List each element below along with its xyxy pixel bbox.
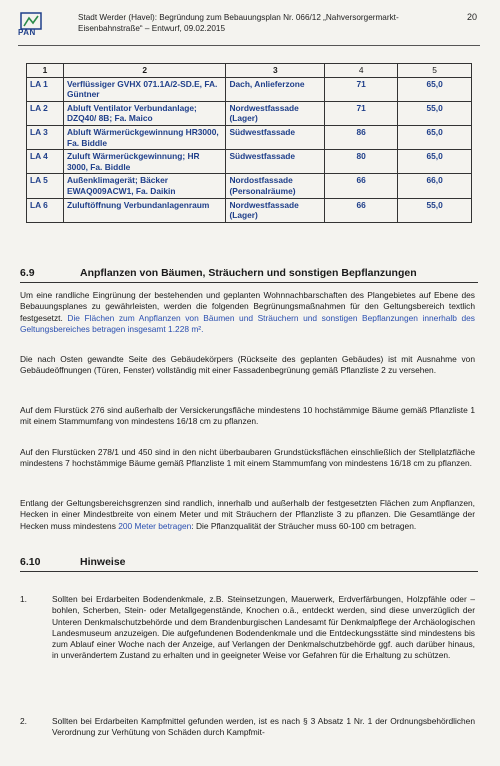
table-cell-location: Dach, Anlieferzone [226,77,325,101]
section-number: 6.10 [20,556,41,568]
list-item-number: 2. [20,716,27,726]
paragraph-text: Entlang der Geltungsbereichsgrenzen sind randlich, innerhalb und außerhalb der festgesetzten Flächen zum Anpflanzen, Hecken in einer Mindestbreite von einem Meter und mit Sträuchern der Pflanzliste 3 zu pflanzen. Die Gesamtlänge der Hecken muss mindestens [20,498,475,531]
table-cell-source: Verflüssiger GVHX 071.1A/2-SD.E, FA. Güntner [64,77,226,101]
table-cell-location: Nordostfassade (Personalräume) [226,174,325,198]
table-cell-id: LA 6 [27,198,64,222]
table-header-row [27,64,472,78]
section-6-9-heading [20,267,417,279]
header-divider [18,45,480,46]
table-cell-id: LA 1 [27,77,64,101]
table-cell-height: 66,0 [398,174,472,198]
section-title: Hinweise [80,556,126,568]
table-cell-location: Nordwestfassade (Lager) [226,198,325,222]
table-row [27,101,472,125]
table-cell-source: Abluft Wärmerückgewinnung HR3000, Fa. Biddle [64,125,226,149]
paragraph-text: Um eine randliche Eingrünung der bestehenden und geplanten Wohnnachbarschaften des Plangebietes auf Ebene des Bebauungsplanes zu gewährleisten, werden die folgenden Begrünungsmaßnahmen für den Geltungsbereich textlich festgesetzt. [20,290,475,323]
table-cell-source: Abluft Ventilator Verbundanlage; DZQ40/ 8B; Fa. Maico [64,101,226,125]
paragraph-greening [20,290,475,335]
table-row [27,150,472,174]
table-cell-source: Zuluft Wärmerückgewinnung; HR 3000, Fa. Biddle [64,150,226,174]
table-header-cell: 2 [64,64,226,78]
table-cell-value: 66 [325,198,398,222]
paragraph-parcel-276: Auf dem Flurstück 276 sind außerhalb der Versickerungsfläche mindestens 10 hochstämmige Bäume gemäß Pflanzliste 1 mit einem Stammumfang von mindestens 16/18 cm zu pflanzen. [20,405,475,427]
table-cell-id: LA 3 [27,125,64,149]
table-cell-value: 80 [325,150,398,174]
table-cell-height: 55,0 [398,101,472,125]
table-row [27,198,472,222]
table-header-cell: 1 [27,64,64,78]
page-number: 20 [467,12,478,22]
document-header: Stadt Werder (Havel): Begründung zum Bebauungsplan Nr. 066/12 „Nahversorgermarkt- Eisenbahnstraße“ – Entwurf, 09.02.2015 [78,13,399,33]
table-cell-height: 65,0 [398,150,472,174]
table-cell-value: 86 [325,125,398,149]
paragraph-parcel-278: Auf den Flurstücken 278/1 und 450 sind in den nicht überbaubaren Grundstücksflächen einschließlich der Stellplatzfläche mindestens 7 hochstämmige Bäume gemäß Pflanzliste 1 mit einem Stammumfang von mindestens 16/18 cm zu pflanzen. [20,447,475,469]
table-header-cell: 5 [398,64,472,78]
list-item-text: Sollten bei Erdarbeiten Bodendenkmale, z.B. Steinsetzungen, Mauerwerk, Erdverfärbungen, Holzpfähle oder –bohlen, Scherben, Stein- oder Metallgegenstände, Knochen o.ä., entdeckt werden, sind diese unverzüglich der Unteren Denkmalschutzbehörde und dem Brandenburgischen Landesamt für Denkmalpflege der Archäologischen Landesmuseum anzuzeigen. Die aufgefundenen Bodendenkmale und die Entdeckungsstätte sind mindestens bis zum Ablauf einer Woche nach der Anzeige, auf Verlangen der Denkmalschutzbehörde ggf. auch darüber hinaus, in unverändertem Zustand zu erhalten und in geeigneter Weise vor Gefahren für die Erhaltung zu schützen. [52,594,475,661]
table-cell-height: 55,0 [398,198,472,222]
table-cell-id: LA 5 [27,174,64,198]
table-header-cell: 3 [226,64,325,78]
table-cell-id: LA 4 [27,150,64,174]
table-cell-value: 71 [325,101,398,125]
table-cell-height: 65,0 [398,125,472,149]
section-number: 6.9 [20,267,35,279]
section-6-10-heading [20,556,126,568]
table-row [27,77,472,101]
table-cell-id: LA 2 [27,101,64,125]
section-title: Anpflanzen von Bäumen, Sträuchern und sonstigen Bepflanzungen [80,267,417,279]
paragraph-facade: Die nach Osten gewandte Seite des Gebäudekörpers (Rückseite des geplanten Gebäudes) ist mit Ausnahme von Gebäudeöffnungen (Türen, Fenster) vollständig mit einer Fassadenbegrünung gemäß Pflanzliste 2 zu versehen. [20,354,475,376]
noise-source-table [26,63,472,223]
list-item-number: 1. [20,594,27,604]
table-cell-source: Außenklimagerät; Bäcker EWAQ009ACW1, Fa. Daikin [64,174,226,198]
table-row [27,125,472,149]
table-cell-location: Südwestfassade [226,125,325,149]
table-header-cell: 4 [325,64,398,78]
table-row [27,174,472,198]
logo-text: PAN [18,28,36,37]
table-cell-value: 71 [325,77,398,101]
section-divider [20,282,478,283]
paragraph-hedges [20,498,475,532]
table-cell-value: 66 [325,174,398,198]
table-cell-source: Zuluftöffnung Verbundanlagenraum [64,198,226,222]
section-divider [20,571,478,572]
paragraph-highlight: 200 Meter betragen [118,520,192,531]
paragraph-highlight: Die Flächen zum Anpflanzen von Bäumen und Sträuchern und sonstigen Bepflanzungen innerhalb des Geltungsbereiches betragen insgesamt 1.228 m². [20,312,475,334]
table-cell-location: Südwestfassade [226,150,325,174]
paragraph-text: : Die Pflanzqualität der Sträucher muss 60-100 cm betragen. [191,520,417,531]
table-cell-location: Nordwestfassade (Lager) [226,101,325,125]
table-cell-height: 65,0 [398,77,472,101]
list-item-text: Sollten bei Erdarbeiten Kampfmittel gefunden werden, ist es nach § 3 Absatz 1 Nr. 1 der Ordnungsbehördlichen Verordnung zur Verhütung von Schäden durch Kampfmit- [52,716,475,738]
